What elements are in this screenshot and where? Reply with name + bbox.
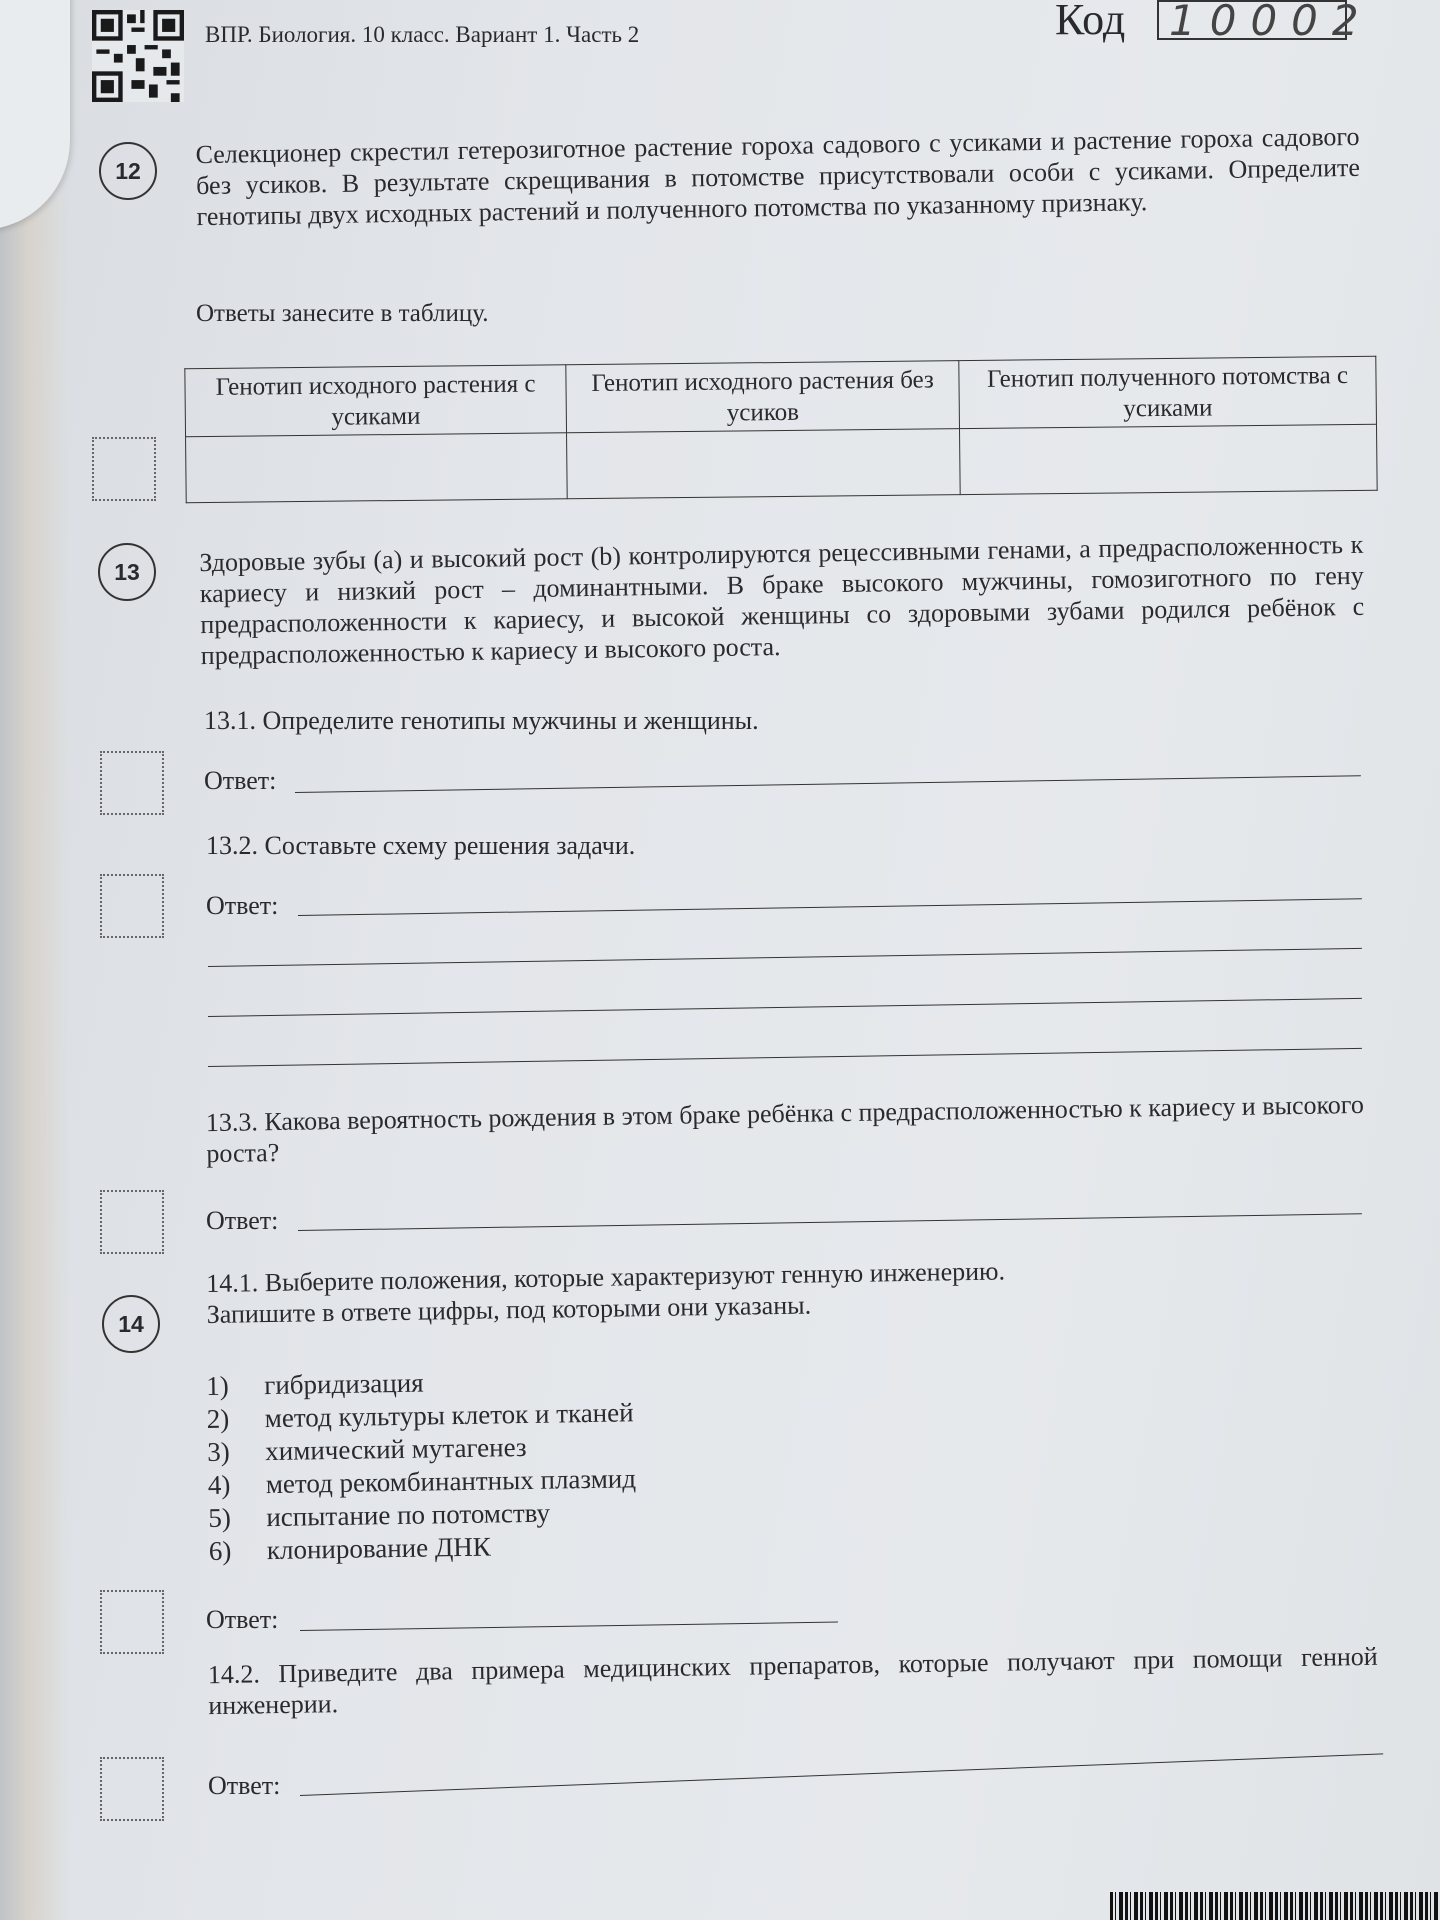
answer-line-14-2[interactable]: [300, 1753, 1383, 1796]
option-number: 2): [206, 1403, 230, 1434]
option-number: 5): [208, 1502, 232, 1533]
task-12-instruction: Ответы занесите в таблицу.: [196, 300, 489, 327]
answer-line-14-1[interactable]: [300, 1622, 838, 1631]
task-number-14: 14: [102, 1295, 160, 1353]
qr-code-icon: [92, 6, 184, 106]
option-item: [208, 1462, 637, 1502]
option-number: 1): [206, 1370, 229, 1401]
answer-line-13-2[interactable]: [208, 998, 1362, 1017]
code-field: 10002: [1157, 0, 1347, 40]
answer-cell-offspring[interactable]: [960, 424, 1378, 494]
task-14-1-line: Запишите в ответе цифры, под которыми они указаны.: [206, 1290, 812, 1329]
option-item: [207, 1396, 636, 1436]
option-item: [209, 1528, 638, 1568]
barcode-icon: [1110, 1892, 1440, 1920]
score-box-14-2: [100, 1757, 164, 1821]
score-box-13-3: [100, 1190, 164, 1254]
task-12-answer-table: [184, 356, 1377, 503]
page-fold-shadow: [0, 0, 70, 1920]
answer-line-13-2[interactable]: [208, 948, 1362, 967]
task-number-12: 12: [99, 142, 157, 200]
answer-label: Ответ:: [206, 1206, 279, 1235]
option-text: химический мутагенез: [265, 1431, 527, 1467]
answer-line-13-3[interactable]: [298, 1213, 1362, 1231]
task-number-13: 13: [98, 543, 156, 601]
task-14-1-question: [206, 1255, 1006, 1330]
table-header-cell: Генотип исходного растения с усиками: [185, 365, 567, 437]
score-box-14-1: [100, 1590, 164, 1654]
score-box-12: [92, 437, 156, 501]
option-number: 4): [207, 1469, 231, 1500]
option-text: гибридизация: [264, 1367, 424, 1401]
task-13-text: Здоровые зубы (a) и высокий рост (b) контролируются рецессивными генами, а предрасположенность к кариесу и низкий рост – доминантными. В браке высокого мужчины, гомозиготного по гену предрасположенности к кариесу, и высокой женщины со здоровыми зубами родился ребёнок с предрасположенностью к кариесу и высокого роста.: [199, 529, 1365, 671]
option-text: метод рекомбинантных плазмид: [265, 1463, 637, 1500]
option-text: метод культуры клеток и тканей: [264, 1397, 634, 1434]
code-label: Код: [1055, 0, 1126, 44]
option-text: испытание по потомству: [266, 1497, 551, 1533]
answer-line-13-2[interactable]: [298, 898, 1362, 916]
answer-label: Ответ:: [204, 766, 277, 795]
option-number: 3): [207, 1436, 231, 1467]
task-13-2-question: 13.2. Составьте схему решения задачи.: [206, 831, 636, 860]
task-12-text: Селекционер скрестил гетерозиготное растение гороха садового с усиками и растение гороха садового без усиков. В результате скрещивания в потомстве присутствовали особи с усиками. Определите генотипы двух исходных растений и полученного потомства по указанному признаку.: [195, 121, 1361, 232]
answer-label: Ответ:: [206, 1605, 279, 1634]
option-text: клонирование ДНК: [266, 1531, 491, 1566]
score-box-13-2: [100, 874, 164, 938]
table-header-cell: Генотип полученного потомства с усиками: [959, 356, 1377, 428]
table-header-cell: Генотип исходного растения без усиков: [566, 361, 960, 433]
task-13-3-question: 13.3. Какова вероятность рождения в этом браке ребёнка с предрасположенностью к кариесу и высокого роста?: [205, 1089, 1365, 1169]
task-13-1-question: 13.1. Определите генотипы мужчины и женщины.: [204, 706, 759, 735]
option-number: 6): [208, 1535, 232, 1566]
answer-line-13-1[interactable]: [295, 775, 1361, 793]
answer-cell-parent-without-tendrils[interactable]: [567, 429, 961, 499]
answer-line-13-2[interactable]: [208, 1048, 1362, 1067]
score-box-13-1: [100, 751, 164, 815]
answer-label: Ответ:: [208, 1771, 281, 1800]
task-14-1-line: 14.1. Выберите положения, которые характеризуют генную инженерию.: [206, 1256, 1006, 1298]
header-title: ВПР. Биология. 10 класс. Вариант 1. Часть 2: [205, 22, 640, 47]
answer-label: Ответ:: [206, 891, 279, 920]
task-14-options-list: [206, 1363, 637, 1568]
task-14-2-question: 14.2. Приведите два примера медицинских препаратов, которые получают при помощи генной инженерии.: [207, 1641, 1378, 1721]
answer-cell-parent-with-tendrils[interactable]: [186, 433, 568, 503]
